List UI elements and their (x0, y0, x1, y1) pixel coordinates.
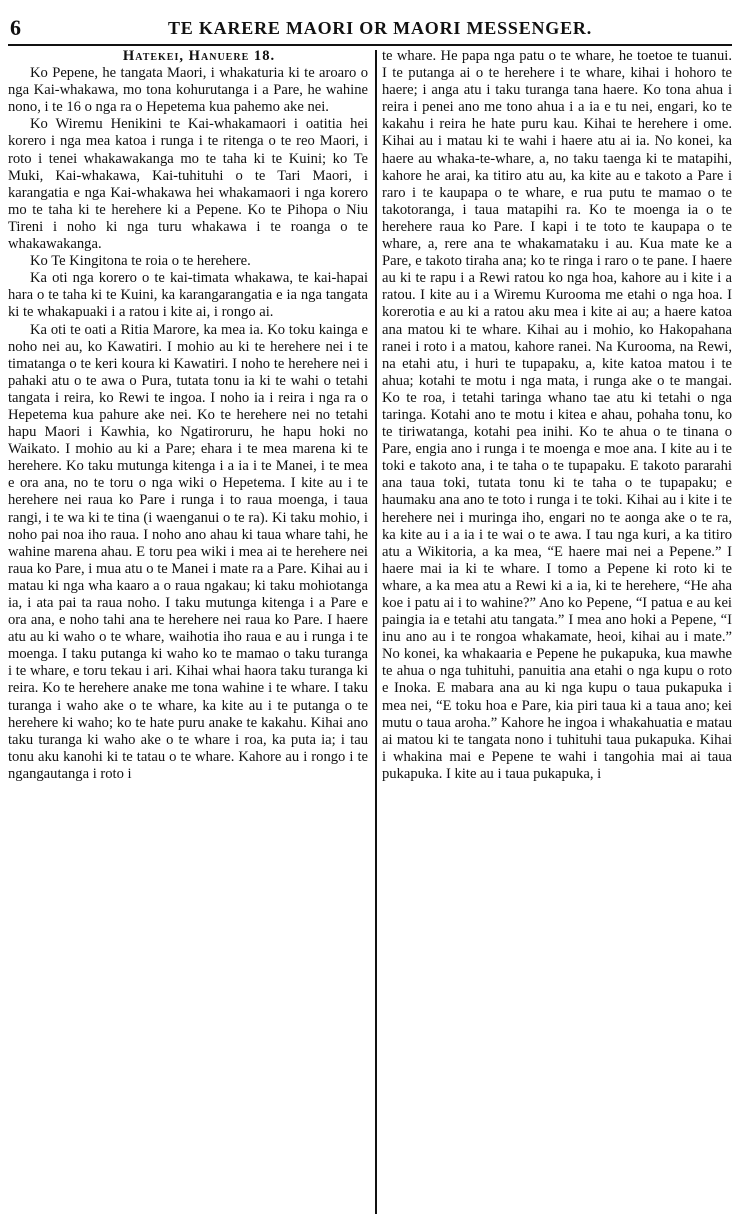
column-divider (375, 50, 377, 1214)
article-paragraph: Ka oti te oati a Ritia Marore, ka mea ia. Ko toku kainga e noho nei au, ko Kawatiri. I mohio au ki te herehere nei i te timatanga o te keri koura ki Kawatiri. I noho te herehere nei i pahaki atu o te awa o Pura, tutata tonu ia ki te wahi o tetahi tangata i reira, ko Rewi te ingoa. I noho ia i reira i nga ra o Hepetema kua pahure ake nei. Ko te herehere nei no tetahi hapu Maori i Kawhia, ko Ngatiroruru, he hapu hoki no Waikato. I mohio au ki a Pare; ehara i te mea marena ki te herehere. Ko taku mutunga kitenga i a ia i te Manei, i te mea e ora ana, no te toru o nga wiki o Hepetema. I kite au i te herehere nei raua ko Pare i runga i to raua moenga, i taua rangi, i te wa ki te tina (i waenganui o te ra). Ki taku mohio, i noho pai noa iho raua. I noho ano ahau ki taua whare tahi, he wahine marena ahau. E toru pea wiki i mea ai te herehere nei raua ko Pare, i mua atu o te Manei i mate ra a Pare. Kihai au i matau ki nga wha kaaro a o raua ngakau; ki taku mohiotanga ia, i ata pai ta raua noho. I taku mutunga kitenga i a Pare e ora ana, e noho tahi ana te herehere nei raua ko Pare. I haere atu au ki waho o te whare, waihotia iho raua e au i runga i te moenga. I taku putanga ki waho ko te mamao o taku turanga i te whare, e toru tekau i ari. Kihai whai haora taku turanga ki reira. Ko te herehere anake me tona wahine i te whare. I taku turanga i waho ake o te whare, ka kite au i te putanga o te herehere ki waho; ko te hate puru anake te kakahu. Kihai ano taku turanga ki waho ake o te whare i roa, ka puta ia; i tau tonu aku kanohi ki te tatau o te whare. Kahore au i rongo i te ngangautanga i roto i (8, 321, 368, 782)
article-paragraph: Ka oti nga korero o te kai-timata whakawa, te kai-hapai hara o te taha ki te Kuini, ka karangarangatia e ia nga tangata ki te whakapuaki i a ratou i kite ai, i rongo ai. (8, 270, 368, 321)
page-header (0, 14, 738, 42)
page-number: 6 (10, 15, 21, 40)
masthead-title: TE KARERE MAORI OR MAORI MESSENGER. (167, 18, 593, 38)
header-rule (8, 44, 732, 46)
article-paragraph: Ko Pepene, he tangata Maori, i whakaturia ki te aroaro o nga Kai-whakawa, mo tona kohurutanga i a Pare, he wahine nono, i te 16 o nga ra o Hepetema kua pahemo ake nei. (8, 65, 368, 116)
article-paragraph: Ko Wiremu Henikini te Kai-whakamaori i oatitia hei korero i nga mea katoa i runga i te ritenga o te reo Maori, i roto i tenei whakawakanga mo te taha ki te Kuini; ko Te Muki, Kai-whakawa, Kai-tuhituhi o te Tari Maori, i karangatia e nga Kai-whakawa hei whakamaori i nga korero mo te taha ki te herehere ki a Pepene. Ko te Pihopa o Niu Tireni i noho ki nga turu whakawa i te roanga o te whakawakanga. (8, 116, 368, 253)
article-paragraph-continued: te whare. He papa nga patu o te whare, he toetoe te tuanui. I te putanga ai o te herehere i te whare, kihai i hohoro te haere; i anga atu i taku turanga tana haere. Ko tona ahua i reira i penei ano me tono ahua i a ia e tu nei, engari, ko te kakahu i reira he hate puru kau. Kihai te herehere i ome. Kihai au i matau ki te wahi i haere atu ai ia. No konei, ka haere au whaka-te-whare, a, no taku taenga ki te matapihi, kahore he arai, ka titiro atu au, ka kite au e takoto a Pare i raro i te kaupapa o te whare, e rua putu te mamao o te takotoranga, i taua matapihi ra. Ko te moenga ia o te herehere raua ko Pare. I kapi i te toto te kaupapa o te whare, a, rere ana te whakamataku i au. Kua mate ke a Pare, e takoto tiraha ana; ko te ringa i raro o te pane. I haere au ki te rapu i a Rewi ratou ko nga hoa, kahore au i kite i a ratou. I kite au i a Wiremu Kurooma me etahi o nga hoa. I korerotia e au ki a ratou aku mea i kite ai au; a haere katoa ana matou ki te whare. Kihai au i mohio, ko Hakopahana ranei i roto i a matou, kahore ranei. Na Kurooma, na Rewi, na etahi atu, i huri te tupapaku, a, kite katoa matou i te ahua; kotahi te motu i nga mata, i runga ake o te mangai. Ko te roa, i tetahi taringa whano tae atu ki tetahi o nga taringa. Kotahi ano te motu i kitea e ahau, pohaha tonu, ko te tiriwatanga, kotahi pea inihi. Ko te ahua o te tinana o Pare, engia ano i runga i te moenga e moe ana. I kite au i te toki e takoto ana, i te taha o te tupapaku. E takoto pararahi ana taua toki, tutata tonu ki te taha o te tupapaku; e haumaku ana ano te toto i runga i te toki. Kihai au i kite i te herehere nei i muringa iho, engari no te aonga ake o te ra, ka kite au i a ia i te wai o te awa. I tau nga kuri, a ka titiro atu a Wikitoria, a ka mea, “E haere mai nei a Pepene.” I haere mai ia ki te whare. I tomo a Pepene ki roto ki te whare, a ka mea atu a Rewi ki a ia, ki te herehere, “He aha koe i patu ai i to wahine?” Ano ko Pepene, “I patua e au kei paingia ia e tetahi atu tangata.” I mea ano hoki a Pepene, “I inu ano au i te rongoa whakamate, heoi, kihai au i mate.” No konei, ka whakaaria e Pepene he pukapuka, kua mawhe te ahua o nga tuhituhi, panuitia ana etahi o nga kupu o roto e Inoka. E mabara ana au ki nga kupu o taua pukapuka i mea nei, “E toku hoa e Pare, kia piri taua ki a taua ano; kei mutu o taua aroha.” Kahore he ingoa i whakahuatia e matau ai matou ki te tangata nono i tuhituhi taua pukapuka. Kihai i whakina mai e Pepene te wahi i tangohia mai ai taua pukapuka. I kite au i taua pukapuka, i (382, 48, 732, 782)
left-column (8, 48, 368, 1214)
right-column (382, 48, 732, 1214)
article-paragraph: Ko Te Kingitona te roia o te herehere. (30, 253, 251, 270)
dateline: Hatekei, Hanuere 18. (122, 48, 276, 64)
